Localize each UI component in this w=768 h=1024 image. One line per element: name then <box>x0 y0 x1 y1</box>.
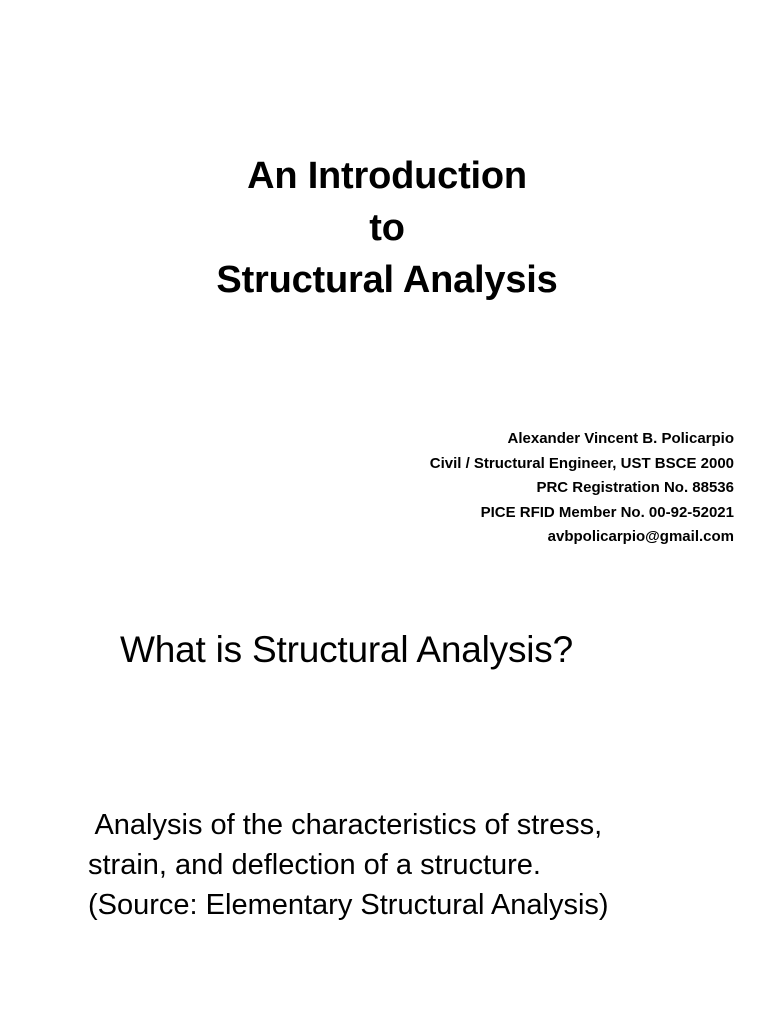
author-prc-registration: PRC Registration No. 88536 <box>536 479 734 496</box>
title-line-3: Structural Analysis <box>216 259 558 301</box>
definition-line-2: strain, and deflection of a structure. <box>88 849 541 881</box>
title-line-2: to <box>369 207 405 249</box>
author-name: Alexander Vincent B. Policarpio <box>507 430 734 447</box>
title-line-1: An Introduction <box>247 155 527 197</box>
definition-line-1: Analysis of the characteristics of stress, <box>88 809 603 841</box>
author-profession: Civil / Structural Engineer, UST BSCE 2000 <box>429 454 734 472</box>
author-pice-membership: PICE RFID Member No. 00-92-52021 <box>480 503 734 521</box>
document-title <box>0 150 768 306</box>
author-email: avbpolicarpio@gmail.com <box>547 528 734 545</box>
definition-line-3: (Source: Elementary Structural Analysis) <box>88 889 609 921</box>
section-question: What is Structural Analysis? <box>120 629 573 670</box>
section-definition <box>88 805 609 925</box>
author-info <box>430 427 734 550</box>
